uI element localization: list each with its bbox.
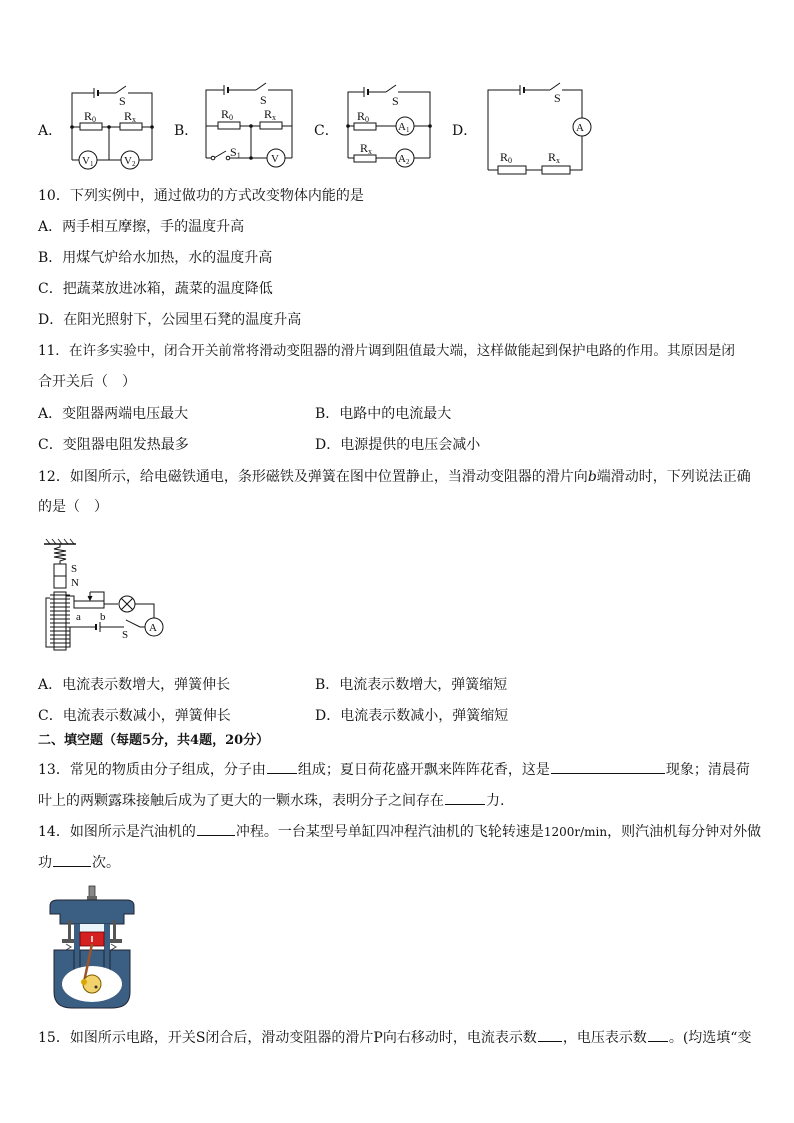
q14-line2: 功 次。 [38, 852, 120, 873]
q14-line1: 14．如图所示是汽油机的 冲程。一台某型号单缸四冲程汽油机的飞轮转速是1200r/min，则汽油机每分钟对外做 [38, 821, 761, 842]
circuit-a-diagram [60, 78, 160, 178]
q9-option-c-label[interactable]: C． [314, 123, 339, 139]
q11-stem-line1: 11．在许多实验中，闭合开关前常将滑动变阻器的滑片调到阻值最大端，这样做能起到保护电路的作用。其原因是闭 [38, 343, 735, 359]
circuit-c-diagram [340, 78, 440, 178]
svg-text:R0: R0 [500, 150, 513, 165]
resistor-r0 [498, 166, 526, 174]
q12-stem-line1: 12．如图所示，给电磁铁通电，条形磁铁及弹簧在图中位置静止，当滑动变阻器的滑片向b端滑动时，下列说法正确 [38, 469, 751, 485]
resistor-r0 [218, 122, 240, 129]
svg-text:Rx: Rx [124, 109, 137, 124]
q9-option-a-label[interactable]: A． [38, 123, 63, 139]
q12-stem-line2: 的是（ ） [38, 499, 108, 515]
q11-option-c[interactable]: C．变阻器电阻发热最多 [38, 437, 189, 453]
svg-text:N: N [71, 577, 79, 589]
svg-text:S: S [392, 94, 399, 108]
cylinder-head [50, 900, 134, 924]
q13-line1: 13．常见的物质由分子组成，分子由 组成；夏日荷花盛开飘来阵阵花香，这是 现象；清晨荷 [38, 759, 750, 780]
svg-text:A: A [576, 122, 584, 134]
svg-text:S1: S1 [230, 145, 241, 160]
electromagnet-core [54, 592, 66, 650]
q12-option-d[interactable]: D．电流表示数减小，弹簧缩短 [315, 708, 509, 724]
q11-option-a[interactable]: A．变阻器两端电压最大 [38, 406, 189, 422]
q15-blank-2[interactable] [648, 1027, 668, 1042]
svg-text:a: a [76, 611, 81, 623]
q13-blank-1[interactable] [267, 759, 297, 774]
q12-option-c[interactable]: C．电流表示数减小，弹簧伸长 [38, 708, 231, 724]
electromagnet-coil [50, 595, 70, 647]
q10-option-d[interactable]: D．在阳光照射下，公园里石凳的温度升高 [38, 312, 302, 328]
q13-blank-3[interactable] [445, 790, 485, 805]
circuit-b-diagram [196, 78, 300, 178]
q12-electromagnet-figure [40, 538, 180, 653]
resistor-rx [120, 123, 142, 130]
svg-text:S: S [554, 91, 561, 105]
q13-line2: 叶上的两颗露珠接触后成为了更大的一颗水珠，表明分子之间存在 力. [38, 790, 504, 811]
svg-text:Rx: Rx [264, 107, 277, 122]
svg-text:A2: A2 [398, 153, 410, 166]
rheostat [74, 601, 104, 608]
switch-s1 [214, 151, 226, 158]
svg-text:Rx: Rx [548, 150, 561, 165]
resistor-r0 [354, 123, 376, 130]
resistor-rx [260, 122, 282, 129]
q12-option-a[interactable]: A．电流表示数增大，弹簧伸长 [38, 677, 231, 693]
svg-text:S: S [122, 629, 129, 641]
resistor-r0 [80, 123, 102, 130]
spring [54, 544, 66, 564]
svg-text:V: V [271, 153, 279, 165]
q14-blank-1[interactable] [197, 821, 235, 836]
svg-text:A1: A1 [398, 121, 410, 134]
svg-text:R0: R0 [221, 107, 234, 122]
q15-blank-1[interactable] [538, 1027, 562, 1042]
q12-option-b[interactable]: B．电流表示数增大，弹簧缩短 [315, 677, 508, 693]
svg-text:V1: V1 [82, 155, 94, 168]
resistor-rx [354, 155, 376, 162]
switch-s [126, 620, 140, 627]
circuit-d-diagram [482, 78, 602, 178]
svg-text:V2: V2 [124, 155, 136, 168]
q14-blank-2[interactable] [53, 852, 91, 867]
svg-text:S: S [71, 563, 78, 575]
q9-option-b-label[interactable]: B． [174, 123, 199, 139]
q10-option-c[interactable]: C．把蔬菜放进冰箱，蔬菜的温度降低 [38, 281, 273, 297]
resistor-rx [542, 166, 570, 174]
q13-blank-2[interactable] [551, 759, 665, 774]
q10-stem: 10．下列实例中，通过做功的方式改变物体内能的是 [38, 188, 364, 204]
q11-stem-line2: 合开关后（ ） [38, 374, 136, 390]
svg-text:R0: R0 [84, 109, 97, 124]
section-fill-in-title: 二、填空题（每题5分，共4题，20分） [38, 733, 270, 748]
q15-line1: 15．如图所示电路，开关S闭合后，滑动变阻器的滑片P向右移动时，电流表示数 ，电压表示数 。(均选填“变 [38, 1027, 751, 1048]
q10-option-b[interactable]: B．用煤气炉给水加热，水的温度升高 [38, 250, 273, 266]
q14-engine-figure [44, 884, 140, 1012]
svg-text:R0: R0 [357, 109, 370, 124]
svg-text:A: A [149, 622, 157, 634]
svg-text:Rx: Rx [360, 141, 373, 156]
q10-option-a[interactable]: A．两手相互摩擦，手的温度升高 [38, 219, 245, 235]
q9-option-d-label[interactable]: D． [452, 123, 478, 139]
q11-option-d[interactable]: D．电源提供的电压会减小 [315, 437, 481, 453]
q11-option-b[interactable]: B．电路中的电流最大 [315, 406, 452, 422]
svg-text:b: b [100, 611, 106, 623]
svg-text:S: S [260, 93, 267, 107]
q12-b-end: b [587, 469, 597, 485]
switch-s-label: S [119, 94, 126, 108]
